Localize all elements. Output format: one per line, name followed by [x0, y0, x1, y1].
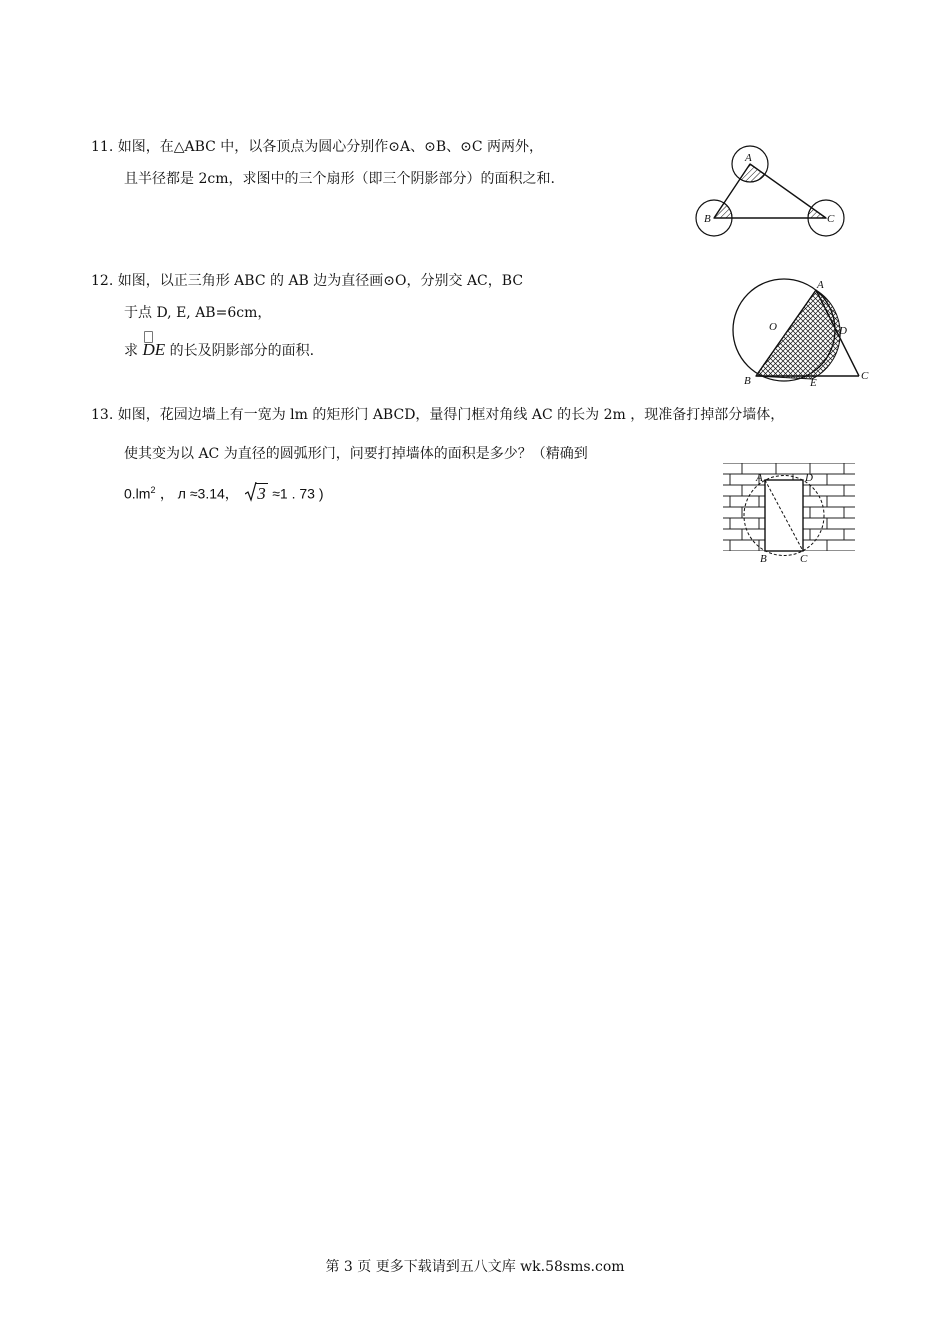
value-b: ， л ≈3.14， — [159, 485, 239, 502]
label-b: B — [760, 553, 767, 565]
problem-12-line-3 — [124, 337, 314, 361]
problem-11-line-2: 且半径都是 2cm，求图中的三个扇形（即三个阴影部分）的面积之和. — [124, 171, 555, 187]
label-d: D — [805, 472, 813, 484]
problem-11-line-1 — [91, 137, 543, 157]
problem-number: 12. — [91, 273, 114, 289]
problem-12-line-1 — [91, 271, 523, 291]
sqrt-value: 3 — [257, 483, 266, 503]
figure-13-wall-door — [718, 456, 860, 566]
line-suffix: 的长及阴影部分的面积. — [169, 343, 315, 359]
problem-13-line-3 — [124, 480, 323, 505]
problem-text: 如图，以正三角形 ABC 的 AB 边为直径画⊙O，分别交 AC，BC — [117, 273, 524, 289]
figure-11-triangle-circles — [694, 142, 854, 242]
superscript: 2 — [150, 485, 156, 495]
label-a: A — [817, 279, 824, 291]
sector-a — [740, 164, 765, 182]
label-o: O — [769, 321, 777, 333]
problem-13-line-1 — [91, 405, 784, 425]
label-c: C — [800, 553, 808, 565]
label-e: E — [810, 377, 817, 389]
value-c: ≈1 . 73 ) — [272, 485, 324, 502]
label-c: C — [827, 213, 835, 225]
problem-number: 11. — [91, 139, 114, 155]
problem-12-line-2: 于点 D, E, AB=6cm， — [124, 305, 272, 321]
sector-c — [808, 208, 826, 218]
page-footer: 第 3 页 更多下载请到五八文库 wk.58sms.com — [325, 1259, 625, 1275]
problem-text: 如图，花园边墙上有一宽为 lm 的矩形门 ABCD，量得门框对角线 AC 的长为 2m ，现准备打掉部分墙体， — [117, 407, 785, 423]
label-c: C — [861, 370, 869, 382]
problem-number: 13. — [91, 407, 114, 423]
arc-de-label: DE — [142, 340, 166, 359]
label-b: B — [704, 213, 711, 225]
shaded-region — [756, 290, 840, 379]
sqrt-symbol — [245, 484, 268, 505]
label-a: A — [756, 472, 763, 484]
label-b: B — [744, 375, 751, 387]
value-a: 0.lm — [124, 485, 151, 502]
problem-text: 如图，在△ABC 中，以各顶点为圆心分别作⊙A、⊙B、⊙C 两两外， — [117, 139, 544, 155]
label-d: D — [839, 325, 847, 337]
arc-de-symbol — [142, 337, 165, 361]
figure-12-circle-triangle — [728, 276, 873, 391]
sector-b — [714, 203, 732, 218]
label-a: A — [745, 152, 752, 164]
problem-13-line-2: 使其变为以 AC 为直径的圆弧形门，问要打掉墙体的面积是多少？（精确到 — [124, 446, 588, 462]
line-prefix: 求 — [124, 343, 138, 359]
